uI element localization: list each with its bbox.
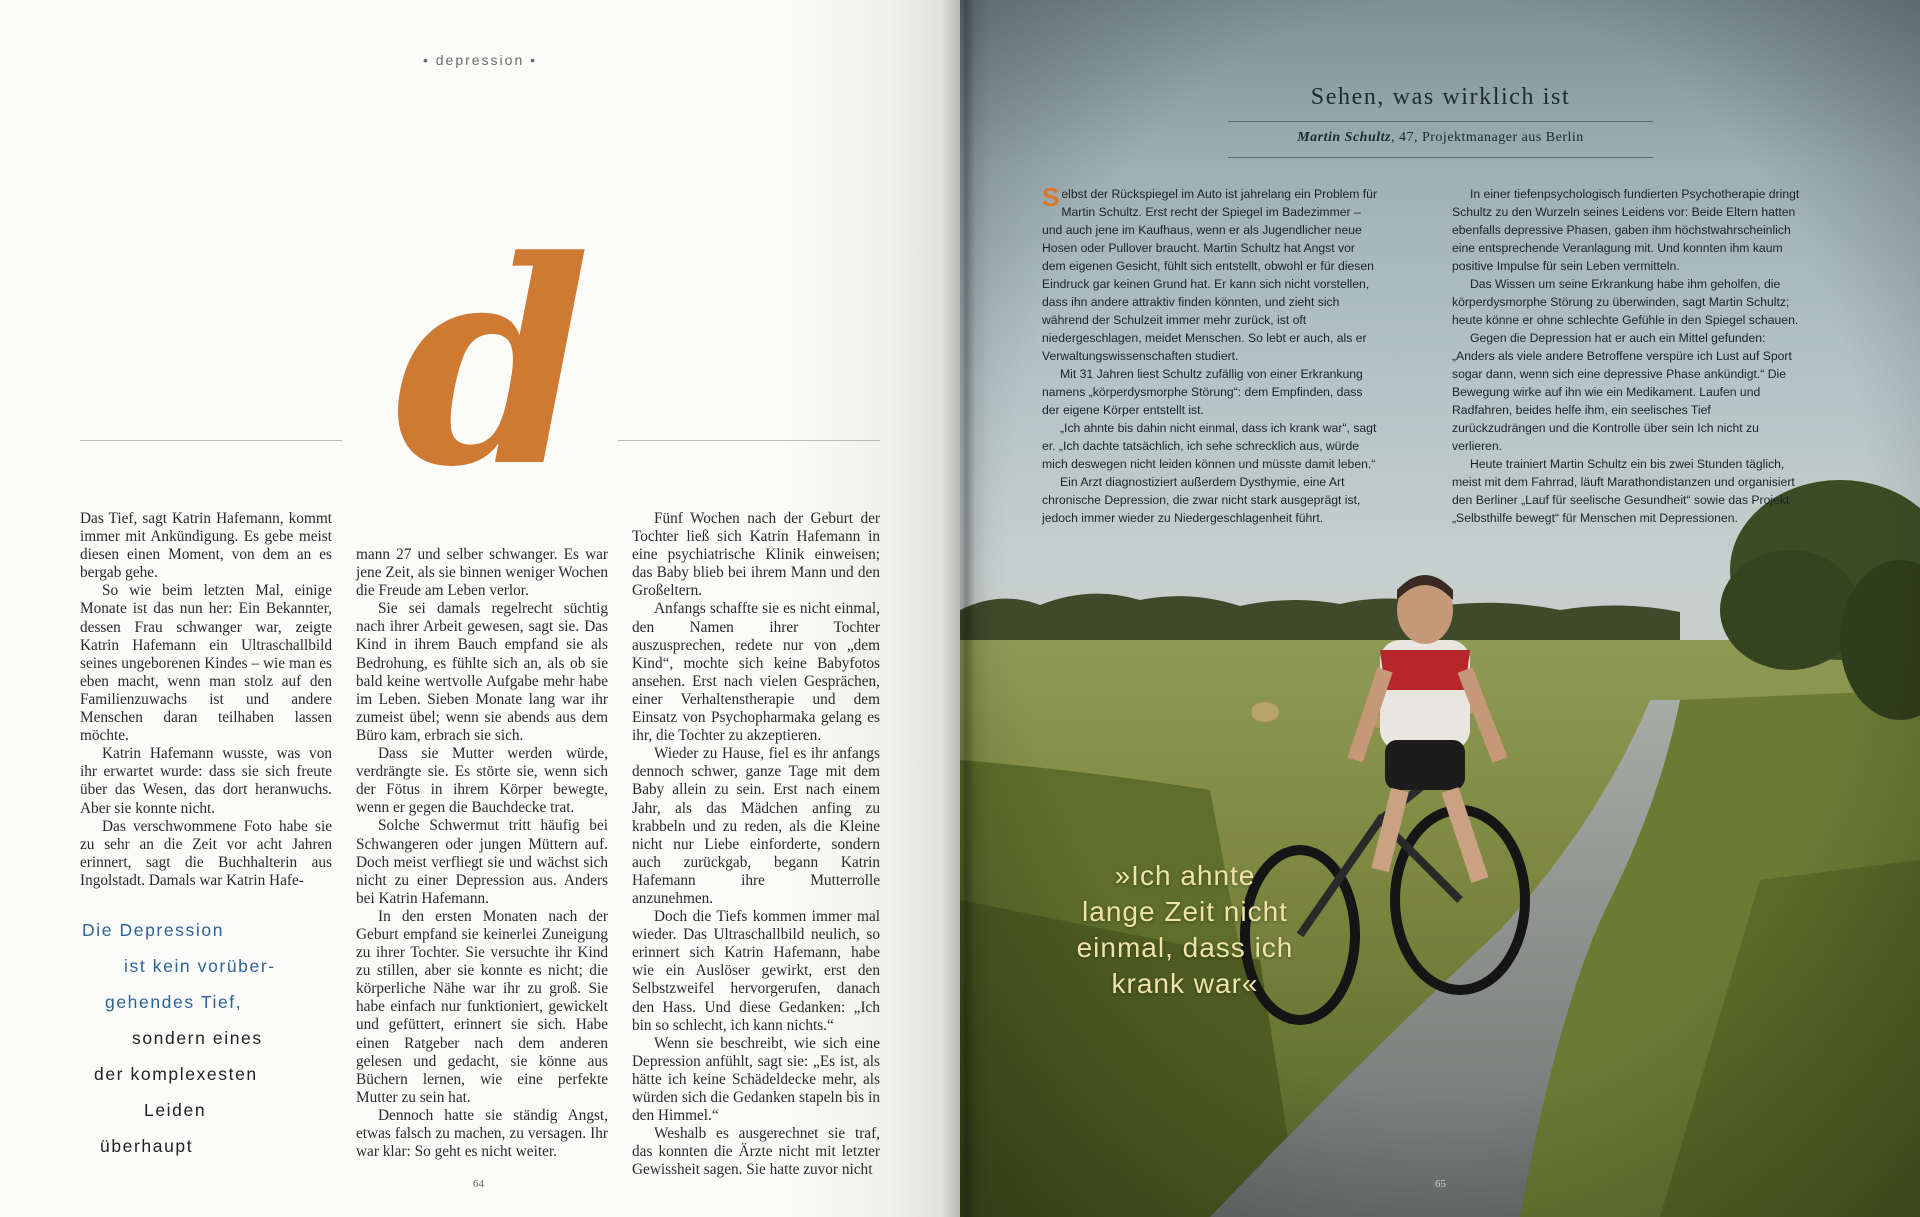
quote-line: sondern eines bbox=[132, 1028, 263, 1048]
paragraph: In den ersten Monaten nach der Geburt empfand sie keinerlei Zuneigung zu ihrer Tochter. Sie versuchte ihr Kind zu stillen, aber sie konnte es nicht; die körperliche Nähe war ihr zu groß. Sie habe einfach nur funktioniert, gewickelt und gefüttert, erinnert sie sich. Habe einen Ratgeber nach dem anderen gelesen und gedacht, sie könne aus Büchern lernen, wie eine perfekte Mutter zu sein hat. bbox=[356, 907, 608, 1106]
landscape-photo bbox=[960, 0, 1920, 1217]
paragraph: „Ich ahnte bis dahin nicht einmal, dass ich krank war“, sagt er. „Ich dachte tatsächlich, ich sehe schrecklich aus, würde mich deswegen nicht leiden können und müsste damit leben.“ bbox=[1042, 421, 1377, 471]
title-rule-bottom bbox=[1228, 157, 1653, 158]
quote-line: krank war« bbox=[1111, 968, 1259, 999]
paragraph: Gegen die Depression hat er auch ein Mittel gefunden: „Anders als viele andere Betroffene verspüre ich Lust auf Sport sogar dann, wenn sich eine depressive Phase ankündigt.“ Die Bewegung wirke auf ihn wie ein Medikament. Laufen und Radfahren, beides helfe ihm, ein seelisches Tief zurückzudrängen und die Kontrolle über sein Ich nicht zu verlieren. bbox=[1452, 331, 1792, 453]
page-number-left: 64 bbox=[473, 1178, 484, 1190]
quote-line: gehendes Tief, bbox=[105, 992, 243, 1012]
paragraph: Wieder zu Hause, fiel es ihr anfangs dennoch schwer, ganze Tage mit dem Baby allein zu sein. Erst nach einem Jahr, als das Mädchen anfing zu krabbeln und zu reden, als die Kleine nicht nur Liebe einforderte, sondern auch zurückgab, begann Katrin Hafemann ihre Mutterrolle anzunehmen. bbox=[632, 745, 880, 907]
paragraph: Dennoch hatte sie ständig Angst, etwas falsch zu machen, zu versagen. Ihr war klar: So geht es nicht weiter. bbox=[356, 1106, 608, 1161]
paragraph bbox=[1042, 182, 1382, 365]
sidebar-column-1 bbox=[1042, 182, 1382, 527]
paragraph: Heute trainiert Martin Schultz ein bis zwei Stunden täglich, meist mit dem Fahrrad, läuft Marathondistanzen und organisiert den Berliner „Lauf für seelische Gesundheit“ sowie das Projekt „Selbsthilfe bewegt“ für Menschen mit Depressionen. bbox=[1452, 457, 1795, 525]
right-page bbox=[960, 0, 1920, 1217]
page-number-right: 65 bbox=[1435, 1178, 1446, 1190]
article-column-1 bbox=[80, 510, 332, 890]
sidebar-title: Sehen, was wirklich ist bbox=[1310, 84, 1571, 110]
quote-line: einmal, dass ich bbox=[1076, 932, 1294, 963]
quote-line: Die Depression bbox=[82, 920, 225, 940]
article-column-2 bbox=[356, 546, 608, 1161]
paragraph: Ein Arzt diagnostiziert außerdem Dysthymie, eine Art chronische Depression, die zwar nicht stark ausgeprägt ist, jedoch immer wieder zu Niedergeschlagenheit führt. bbox=[1042, 475, 1361, 525]
section-label: • depression • bbox=[422, 52, 538, 68]
byline-name: Martin Schultz bbox=[1297, 130, 1391, 145]
right-divider-rule bbox=[618, 440, 880, 441]
paragraph: Sie sei damals regelrecht süchtig nach ihrer Arbeit gewesen, sagt sie. Das Kind in ihrem Bauch empfand sie als Bedrohung, es fühlte sich an, als ob sie bald keine wertvolle Aufgabe mehr habe im Leben. Sieben Monate lang war ihr zumeist übel; wenn sie abends aus dem Büro kam, erbrach sie sich. bbox=[356, 600, 608, 744]
quote-line: der komplexesten bbox=[94, 1064, 258, 1084]
paragraph: Doch die Tiefs kommen immer mal wieder. Das Ultraschallbild neulich, so erinnert sich Katrin Hafemann, habe wie ein Auslöser gewirkt, erst den Selbstzweifel hervorgerufen, danach den Hass. Und diese Gedanken: „Ich bin so schlecht, ich kann nichts.“ bbox=[632, 908, 880, 1034]
paragraph: Fünf Wochen nach der Geburt der Tochter ließ sich Katrin Hafemann in eine psychiatrische Klinik einweisen; das Baby blieb bei ihrem Mann und den Großeltern. bbox=[632, 510, 880, 600]
byline bbox=[1228, 130, 1653, 146]
quote-line: »Ich ahnte bbox=[1114, 860, 1256, 891]
quote-line: überhaupt bbox=[100, 1136, 194, 1156]
paragraph: So wie beim letzten Mal, einige Monate ist das nun her: Ein Bekannter, dessen Frau schwanger war, zeigte Katrin Hafemann ein Ultraschallbild seines ungeborenen Kindes – wie man es eben macht, wenn man stolz auf den Familienzuwachs ist und andere Menschen daran teilhaben lassen möchte. bbox=[80, 582, 332, 745]
left-divider-rule bbox=[80, 440, 342, 441]
paragraph: In einer tiefenpsychologisch fundierten Psychotherapie dringt Schultz zu den Wurzeln seines Leidens vor: Beide Eltern hatten ebenfalls depressive Phasen, gaben ihm höchstwahrscheinlich eine entsprechende Veranlagung mit. Und konnten ihm kaum positive Impulse für sein Leben vermitteln. bbox=[1452, 187, 1800, 273]
paragraph: Das Tief, sagt Katrin Hafemann, kommt immer mit Ankündigung. Es gebe meist diesen einen Moment, von dem an es bergab gehe. bbox=[80, 510, 332, 582]
quote-line: ist kein vorüber- bbox=[124, 956, 276, 976]
initial-letter: S bbox=[1042, 182, 1060, 212]
title-rule-top bbox=[1228, 121, 1653, 122]
paragraph: Das verschwommene Foto habe sie zu sehr an die Zeit vor acht Jahren erinnert, sagt die Buchhalterin aus Ingolstadt. Damals war Katrin Hafe- bbox=[80, 817, 332, 889]
sidebar-column-2 bbox=[1452, 185, 1802, 527]
paragraph: Dass sie Mutter werden würde, verdrängte sie. Es störte sie, wenn sich der Fötus in ihrem Körper bewegte, wenn er gegen die Bauchdecke trat. bbox=[356, 745, 608, 817]
drop-letter: d bbox=[395, 200, 591, 529]
paragraph: Anfangs schaffte sie es nicht einmal, den Namen ihrer Tochter auszusprechen, redete nur von „dem Kind“, mochte sich keine Babyfotos ansehen. Erst nach vielen Gesprächen, einer Verhaltenstherapie und dem Einsatz von Psychopharmaka gelang es ihr, die Tochter zu akzeptieren. bbox=[632, 600, 880, 745]
paragraph: mann 27 und selber schwanger. Es war jene Zeit, als sie binnen weniger Wochen die Freude am Leben verlor. bbox=[356, 546, 608, 600]
paragraph-text: elbst der Rückspiegel im Auto ist jahrelang ein Problem für Martin Schultz. Erst recht der Spiegel im Badezimmer – und auch jene im Kaufhaus, wenn er als Jugendlicher neue Hosen oder Pullover braucht. Martin Schultz hat Angst vor dem eigenen Gesicht, fühlt sich entstellt, obwohl er für diesen Eindruck gar keinen Grund hat. Er kann sich nicht vorstellen, dass ihn andere attraktiv finden könnten, und zieht sich während der Schulzeit immer mehr zurück, ist oft niedergeschlagen, meidet Menschen. So lebt er auch, als er Verwaltungswissenschaften studiert. bbox=[1042, 187, 1378, 363]
paragraph: Solche Schwermut tritt häufig bei Schwangeren oder jungen Müttern auf. Doch meist verfliegt sie und wächst sich nicht zu einer Depression aus. Anders bei Katrin Hafemann. bbox=[356, 817, 608, 907]
paragraph: Wenn sie beschreibt, wie sich eine Depression anfühlt, sagt sie: „Es ist, als hätte ich keine Schädeldecke mehr, als würden sich die Gedanken stapeln bis in den Himmel.“ bbox=[632, 1034, 880, 1125]
paragraph: Katrin Hafemann wusste, was von ihr erwartet wurde: dass sie sich freute über das Wesen, das dort heranwuchs. Aber sie konnte nicht. bbox=[80, 745, 332, 817]
paragraph: Weshalb es ausgerechnet sie traf, das konnten die Ärzte nicht mit letzter Gewissheit sagen. Sie hatte zuvor nicht bbox=[632, 1125, 880, 1179]
article-column-3 bbox=[632, 510, 880, 1179]
quote-line: Leiden bbox=[144, 1100, 207, 1120]
quote-line: lange Zeit nicht bbox=[1082, 896, 1288, 927]
book-spine-shadow bbox=[940, 0, 990, 1217]
byline-details: , 47, Projektmanager aus Berlin bbox=[1390, 130, 1584, 145]
paragraph: Mit 31 Jahren liest Schultz zufällig von einer Erkrankung namens „körperdysmorphe Störung“: dem Empfinden, dass der eigene Körper entstellt ist. bbox=[1042, 367, 1363, 417]
pull-quote-right bbox=[1035, 858, 1335, 1002]
paragraph: Das Wissen um seine Erkrankung habe ihm geholfen, die körperdysmorphe Störung zu überwinden, sagt Martin Schultz; heute könne er ohne schlechte Gefühle in den Spiegel schauen. bbox=[1452, 277, 1799, 327]
